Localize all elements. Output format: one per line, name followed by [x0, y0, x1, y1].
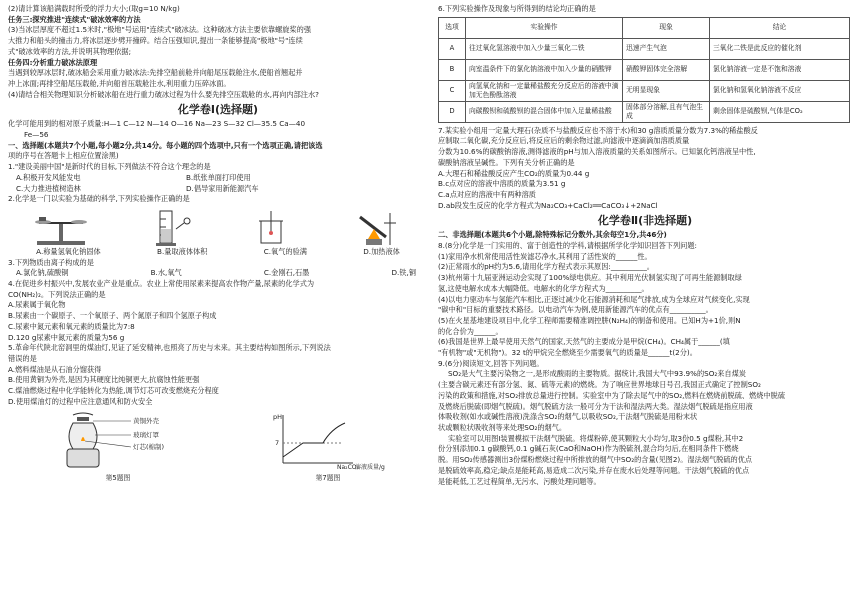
q8-line: "碳中和"目标的重要技术路径。以电动汽车为例,使用新能源汽车的优点有__________。: [438, 305, 713, 315]
graduated-cylinder-figure: [136, 209, 196, 247]
chem-paper-title-2: 化学卷Ⅱ(非选择题): [597, 214, 693, 228]
ph-curve-figure: [263, 411, 393, 473]
experiment-table: [438, 17, 850, 123]
q8-line: (4)以电力驱动车与氢能汽车相比,正逐过减少化石能源消耗和尾气排放,成为全球应对气候变化,实现: [438, 294, 750, 304]
q9-line: 份分别添加0.1 g碳酸钙,0.1 g碱石灰(CaO和NaOH)作为脱硫剂,混合均匀后,在相同条件下燃烧: [438, 444, 739, 454]
figures-5-7: [8, 411, 428, 484]
table-header: 现象: [623, 17, 710, 38]
q1-option-c: C.大力推进植树造林: [16, 183, 81, 193]
q9-line: 是脱硫效率高,稳定;缺点是能耗高,易造成二次污染,并存在废水后处理等问题。干法烟气脱硫的优点: [438, 465, 750, 475]
q8-line: 氢,这使电解水成本大幅降低。电解水的化学方程式为__________。: [438, 283, 649, 293]
table-row: [439, 80, 850, 101]
q7-option-b: B.c点对应的溶液中溶质的质量为3.51 g: [438, 179, 566, 189]
task-four-heading: 任务四:分析重力破冰法原理: [8, 57, 98, 67]
table-cell: 无明显现象: [623, 80, 710, 101]
physics-q3-line3: 式"破冰效率的方法,并说明其物理依据;: [8, 46, 132, 56]
q1-option-b: B.纸张单面打印使用: [186, 172, 251, 182]
q4-option-a: A.尿素属于氧化物: [8, 300, 66, 310]
table-row: [439, 59, 850, 80]
table-header: 结论: [710, 17, 850, 38]
question-1: 1."建设美丽中国"是新时代的目标,下列做法不符合这个理念的是: [8, 162, 211, 172]
q7-line1: 7.某实验小组用一定量大理石(杂质不与盐酸反应也不溶于水)和30 g溶质质量分数为7.3%的稀盐酸反: [438, 125, 758, 135]
right-column: [438, 4, 852, 487]
q8-line: (3)杭州第十九届亚洲运动会实现了100%绿电供应。其中利用光伏制氢实现了可再生能源制取绿: [438, 273, 742, 283]
physics-q3-line1: (3)当冰层厚度不超过1.5米时,"极地"号运用"连续式"破冰法。这种破冰方法主要依靠螺旋桨的强: [8, 25, 312, 35]
q7-line2: 应制取二氧化碳,充分反应后,将反应后的剩余物过滤,向滤液中逐滴滴加溶质质量: [438, 136, 690, 146]
q4-option-b: B.尿素由一个碳原子、一个氧原子、两个氮原子和四个氢原子构成: [8, 311, 217, 321]
q4-option-d: D.120 g尿素中氮元素的质量为56 g: [8, 332, 125, 342]
physics-q4: (4)请结合相关物理知识分析破冰船在进行重力破冰过程为什么要先排空压载舱的水,再向内部注水?: [8, 89, 319, 99]
heating-liquid-figure: [346, 209, 406, 247]
table-cell: C: [439, 80, 466, 101]
q1-option-d: D.倡导家用新能源汽车: [186, 183, 259, 193]
task-four-line2: 冲上冰面;再排空船尾压载舱,并向船首压载舱注水,利用重力压碎冰面。: [8, 78, 231, 88]
table-cell: A: [439, 38, 466, 59]
q1-options-row2: [8, 184, 396, 195]
table-cell: 氯化钠和氢氧化钠溶液不反应: [710, 80, 850, 101]
section2-heading: 二、非选择题(本题共6个小题,除特殊标记分数外,其余每空1分,共46分): [438, 230, 667, 240]
ph-axis-label: pH: [273, 412, 283, 421]
q7-line4: 碳酸钠溶液呈碱性。下列有关分析正确的是: [438, 157, 575, 167]
table-cell: 硝酸钾固体完全溶解: [623, 59, 710, 80]
q8-line: (5)在火星基地建设项目中,化学工程师需要精准调控肼(N₂H₄)的制备和使用。已知H为+1价,则N: [438, 315, 741, 325]
oil-lamp-figure: [43, 411, 193, 473]
table-cell: 向室温条件下的氯化钠溶液中加入少量的硝酸钾: [466, 59, 623, 80]
q9-line: 是能耗低,工艺过程简单,无污水、污酸处理问题等。: [438, 476, 601, 486]
q5-line2: 错误的是: [8, 353, 37, 363]
ph-tick-7: 7: [275, 438, 280, 447]
q8-line: 的化合价为______。: [438, 326, 503, 336]
chem-paper-title: 化学卷Ⅰ(选择题): [177, 103, 259, 117]
lamp-label-shell: 黄铜外壳: [133, 416, 159, 425]
q7-option-d: D.ab段发生反应的化学方程式为Na₂CO₃+CaCl₂══CaCO₃↓+2NaCl: [438, 200, 658, 210]
question-2: 2.化学是一门以实验为基础的科学,下列实验操作正确的是: [8, 194, 190, 204]
q5-option-a: A.燃料煤油是从石油分馏获得: [8, 364, 102, 374]
lamp-label-glass: 玻璃灯罩: [133, 430, 159, 439]
oxygen-test-figure: [241, 209, 301, 247]
figure-7-caption: 第7题图: [315, 473, 341, 482]
question-6: 6.下列实验操作及现象与所得到的结论均正确的是: [438, 4, 596, 13]
q2-caption-d: D.加热液体: [363, 246, 400, 256]
q3-option-b: B.水,氧气: [150, 268, 182, 278]
section1-heading: 一、选择题(本题共7个小题,每小题2分,共14分。每小题的四个选项中,只有一个选项正确,请把该选: [8, 140, 323, 150]
table-cell: 向氢氧化钠和一定量稀盐酸充分反应后的溶液中滴加无色酚酞溶液: [466, 80, 623, 101]
q2-caption-b: B.量取液体体积: [157, 246, 208, 256]
q4-line2: CO(NH₂)₂。下列说法正确的是: [8, 289, 106, 299]
q5-option-d: D.使用煤油灯的过程中应注意通风和防火安全: [8, 396, 153, 406]
table-cell: 三氧化二铁是此反应的催化剂: [710, 38, 850, 59]
q2-caption-a: A.称量氢氧化钠固体: [36, 246, 101, 256]
table-cell: 剩余固体是硫酸钡,气体是CO₂: [710, 101, 850, 122]
q9-line: 及燃烧后脱硫(即烟气脱硫)。烟气脱硫方法一般可分为干法和湿法两大类。湿法烟气脱硫是指应用液: [438, 401, 753, 411]
table-row: [439, 101, 850, 122]
q9-line: SO₂是大气主要污染物之一,是形成酸雨的主要物质。据统计,我国大气中93.9%的SO₂来自煤炭: [448, 369, 746, 379]
q8-line: (1)家用净水机常使用活性炭滤芯净水,其利用了活性炭的______性。: [438, 251, 652, 261]
q3-option-a: A.氯化钠,硫酸铜: [16, 268, 69, 278]
physics-q3-line2: 大推力和船头的撞击力,将冰层逐步劈开撞碎。结合压强知识,提出一条能够提高"极地"号"连续: [8, 36, 303, 46]
q5-option-b: B.使用黄铜为外壳,是因为其硬度比纯铜更大,抗腐蚀性能更强: [8, 375, 200, 385]
table-cell: B: [439, 59, 466, 80]
x-axis-label-1: Na₂CO₃: [337, 463, 359, 471]
q1-option-a: A.积极开发风能发电: [16, 172, 81, 182]
balance-scale-figure: [31, 211, 91, 247]
atomic-mass-line2: Fe—56: [24, 130, 49, 140]
q7-line3: 分数为10.6%的碳酸钠溶液,测得滤液的pH与加入溶液质量的关系如图所示。已知氯化钙溶液呈中性,: [438, 147, 756, 157]
table-header: 实验操作: [466, 17, 623, 38]
q9-line: 状或颗粒状吸收剂等来处理SO₂的烟气。: [438, 422, 567, 432]
q8-line: (2)正常雨水的pH约为5.6,请用化学方程式表示其原因:__________。: [438, 262, 654, 272]
q3-option-d: D.铁,铜: [391, 268, 416, 278]
q3-option-c: C.金刚石,石墨: [263, 268, 310, 278]
table-cell: 往过氧化氢溶液中加入少量三氧化二铁: [466, 38, 623, 59]
q2-caption-c: C.氧气的验满: [263, 246, 307, 256]
table-row: [439, 38, 850, 59]
q5-line1: 5.革命年代陕北窑洞里的煤油灯,见证了延安精神,也照亮了历史与未来。其主要结构如图所示,下列说法: [8, 343, 331, 353]
q1-options-row1: [8, 173, 396, 184]
task-three-heading: 任务三:探究推进"连续式"破冰效率的方法: [8, 14, 141, 24]
table-header-row: [439, 17, 850, 38]
lamp-label-wick: 灯芯(棉制): [133, 442, 165, 451]
table-cell: 固体部分溶解,且有气泡生成: [623, 101, 710, 122]
q9-line: 体吸收剂(如水或碱性溶液)洗涤含SO₂的烟气,以吸收SO₂,干法烟气脱硫是用粉末状: [438, 412, 698, 422]
x-axis-label-2: 溶液质量/g: [355, 463, 385, 471]
q2-figures: [8, 207, 428, 247]
q8-line: (6)我国是世界上最早使用天然气的国家,天然气的主要成分是甲烷(CH₄)。CH₄属于______(填: [438, 337, 730, 347]
physics-q2: (2)请计算该船满载时所受的浮力大小;(取g=10 N/kg): [8, 4, 180, 13]
q9-line: 脱。用SO₂传感器测出3份煤粉燃烧过程中所排放的烟气中SO₂的含量(见图2)。湿法烟气脱硫的优点: [438, 455, 753, 465]
q8-line: "有机物"或"无机物")。32 t的甲烷完全燃烧至少需要氧气的质量是______t(2分)。: [438, 348, 697, 358]
q5-option-c: C.煤油燃烧过程中化学能转化为热能,调节灯芯可改变燃烧充分程度: [8, 386, 219, 396]
figure-5: [43, 411, 193, 484]
table-cell: 向碳酸钡和硫酸钡的混合固体中加入足量稀盐酸: [466, 101, 623, 122]
question-3: 3.下列物质由离子构成的是: [8, 257, 94, 267]
table-cell: D: [439, 101, 466, 122]
q2-captions: [8, 247, 428, 258]
q4-line1: 4.在促进乡村振兴中,发展农业产业是重点。农业上常使用尿素来提高农作物产量,尿素的化学式为: [8, 279, 315, 289]
table-cell: 氯化钠溶液一定是不饱和溶液: [710, 59, 850, 80]
q9-line: 9.(6分)阅读短文,回答下列问题。: [438, 358, 544, 368]
section1-heading-cont: 项的序号在答题卡上相应位置涂黑): [8, 151, 119, 161]
figure-7: [263, 411, 393, 484]
q4-option-c: C.尿素中氮元素和氧元素的质量比为7:8: [8, 321, 135, 331]
q3-options: [8, 268, 416, 279]
figure-5-caption: 第5题图: [105, 473, 131, 482]
table-cell: 迅速产生气泡: [623, 38, 710, 59]
task-four-line1: 当遇到较厚冰层时,破冰船会采用重力破冰法:先排空船前舱并向船尾压载舱注水,使船首翘起并: [8, 68, 303, 78]
q8-line: 8.(8分)化学是一门实用的、富于创造性的学科,请根据所学化学知识回答下列问题:: [438, 241, 697, 251]
table-header: 选项: [439, 17, 466, 38]
atomic-mass-line1: 化学可能用到的相对原子质量:H—1 C—12 N—14 O—16 Na—23 S—32 Cl—35.5 Ca—40: [8, 119, 306, 129]
left-column: [8, 4, 428, 483]
q9-line: 污染的政策和措施,对SO₂排放总量进行控制。实验室中为了除去尾气中的SO₂,燃料在燃烧前脱硫、燃烧中脱硫: [438, 390, 786, 400]
q7-option-a: A.大理石和稀盐酸反应产生CO₂的质量为0.44 g: [438, 168, 590, 178]
q9-line: (主要含碳元素还有部分氢、氮、硫等元素)的燃烧。为了响应世界地球日号召,我国正式确定了控制SO₂: [438, 380, 761, 390]
q7-option-c: C.a点对应的溶液中有两种溶质: [438, 189, 536, 199]
q9-line: 实验室可以用图Ⅰ装置模拟干法烟气脱硫。将煤粉碎,使其颗粒大小均匀,取3份0.5 g煤粉,其中2: [448, 433, 744, 443]
